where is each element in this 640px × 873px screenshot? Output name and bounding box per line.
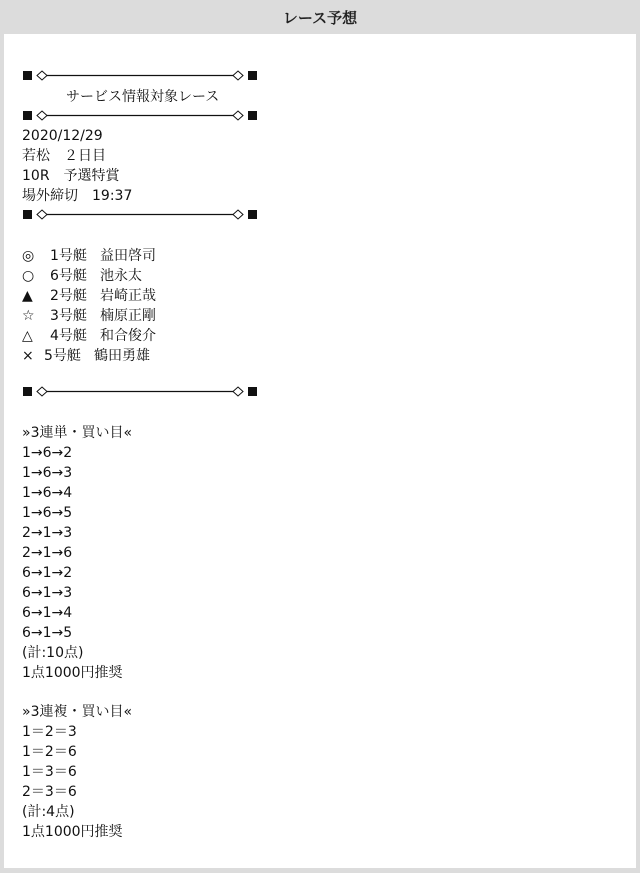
prediction-racer: 和合俊介 xyxy=(100,328,156,344)
prediction-boat: 5号艇 xyxy=(44,348,81,364)
prediction-row xyxy=(22,286,156,306)
page-header xyxy=(0,0,640,34)
trifecta-combo: 6→1→4 xyxy=(22,605,73,621)
decorative-divider xyxy=(22,109,258,123)
service-label: サービス情報対象レース xyxy=(66,89,220,105)
page-title: レース予想 xyxy=(282,8,358,27)
race-name: 10R 予選特賞 xyxy=(22,168,120,184)
trifecta-combo: 6→1→5 xyxy=(22,625,73,641)
content-card xyxy=(4,34,636,868)
prediction-racer: 楠原正剛 xyxy=(100,308,156,324)
prediction-mark: ◎ xyxy=(22,248,35,264)
prediction-boat: 4号艇 xyxy=(50,328,87,344)
prediction-racer: 岩崎正哉 xyxy=(100,288,156,304)
trio-heading: »3連複・買い目« xyxy=(22,704,133,720)
prediction-mark: × xyxy=(22,348,34,364)
trio-combo: 1＝3＝6 xyxy=(22,764,77,780)
trifecta-recommend: 1点1000円推奨 xyxy=(22,665,123,681)
trio-combo: 1＝2＝3 xyxy=(22,724,77,740)
prediction-row xyxy=(22,246,156,266)
prediction-boat: 3号艇 xyxy=(50,308,87,324)
race-deadline: 場外締切 19:37 xyxy=(22,188,133,204)
trio-combo: 2＝3＝6 xyxy=(22,784,77,800)
prediction-boat: 1号艇 xyxy=(50,248,87,264)
trifecta-combo: 1→6→5 xyxy=(22,505,73,521)
trio-total: (計:4点) xyxy=(22,804,75,820)
trio-combo: 1＝2＝6 xyxy=(22,744,77,760)
prediction-boat: 6号艇 xyxy=(50,268,87,284)
decorative-divider xyxy=(22,385,258,399)
trifecta-combo: 1→6→4 xyxy=(22,485,73,501)
trifecta-combo: 1→6→2 xyxy=(22,445,73,461)
prediction-racer: 池永太 xyxy=(100,268,142,284)
prediction-racer: 鶴田勇雄 xyxy=(94,348,150,364)
trifecta-combo: 2→1→3 xyxy=(22,525,73,541)
prediction-mark: △ xyxy=(22,328,33,344)
prediction-boat: 2号艇 xyxy=(50,288,87,304)
prediction-row xyxy=(22,266,142,286)
trio-recommend: 1点1000円推奨 xyxy=(22,824,123,840)
trifecta-combo: 2→1→6 xyxy=(22,545,73,561)
trifecta-combo: 6→1→3 xyxy=(22,585,73,601)
race-venue: 若松 ２日目 xyxy=(22,148,106,164)
prediction-row xyxy=(22,326,156,346)
trifecta-combo: 1→6→3 xyxy=(22,465,73,481)
decorative-divider xyxy=(22,69,258,83)
prediction-mark: ○ xyxy=(22,268,35,284)
race-date: 2020/12/29 xyxy=(22,128,103,144)
prediction-row xyxy=(22,346,150,366)
trifecta-combo: 6→1→2 xyxy=(22,565,73,581)
prediction-mark: ▲ xyxy=(22,288,33,304)
prediction-row xyxy=(22,306,156,326)
decorative-divider xyxy=(22,208,258,222)
prediction-mark: ☆ xyxy=(22,308,35,324)
trifecta-heading: »3連単・買い目« xyxy=(22,425,133,441)
trifecta-total: (計:10点) xyxy=(22,645,84,661)
prediction-racer: 益田啓司 xyxy=(100,248,156,264)
